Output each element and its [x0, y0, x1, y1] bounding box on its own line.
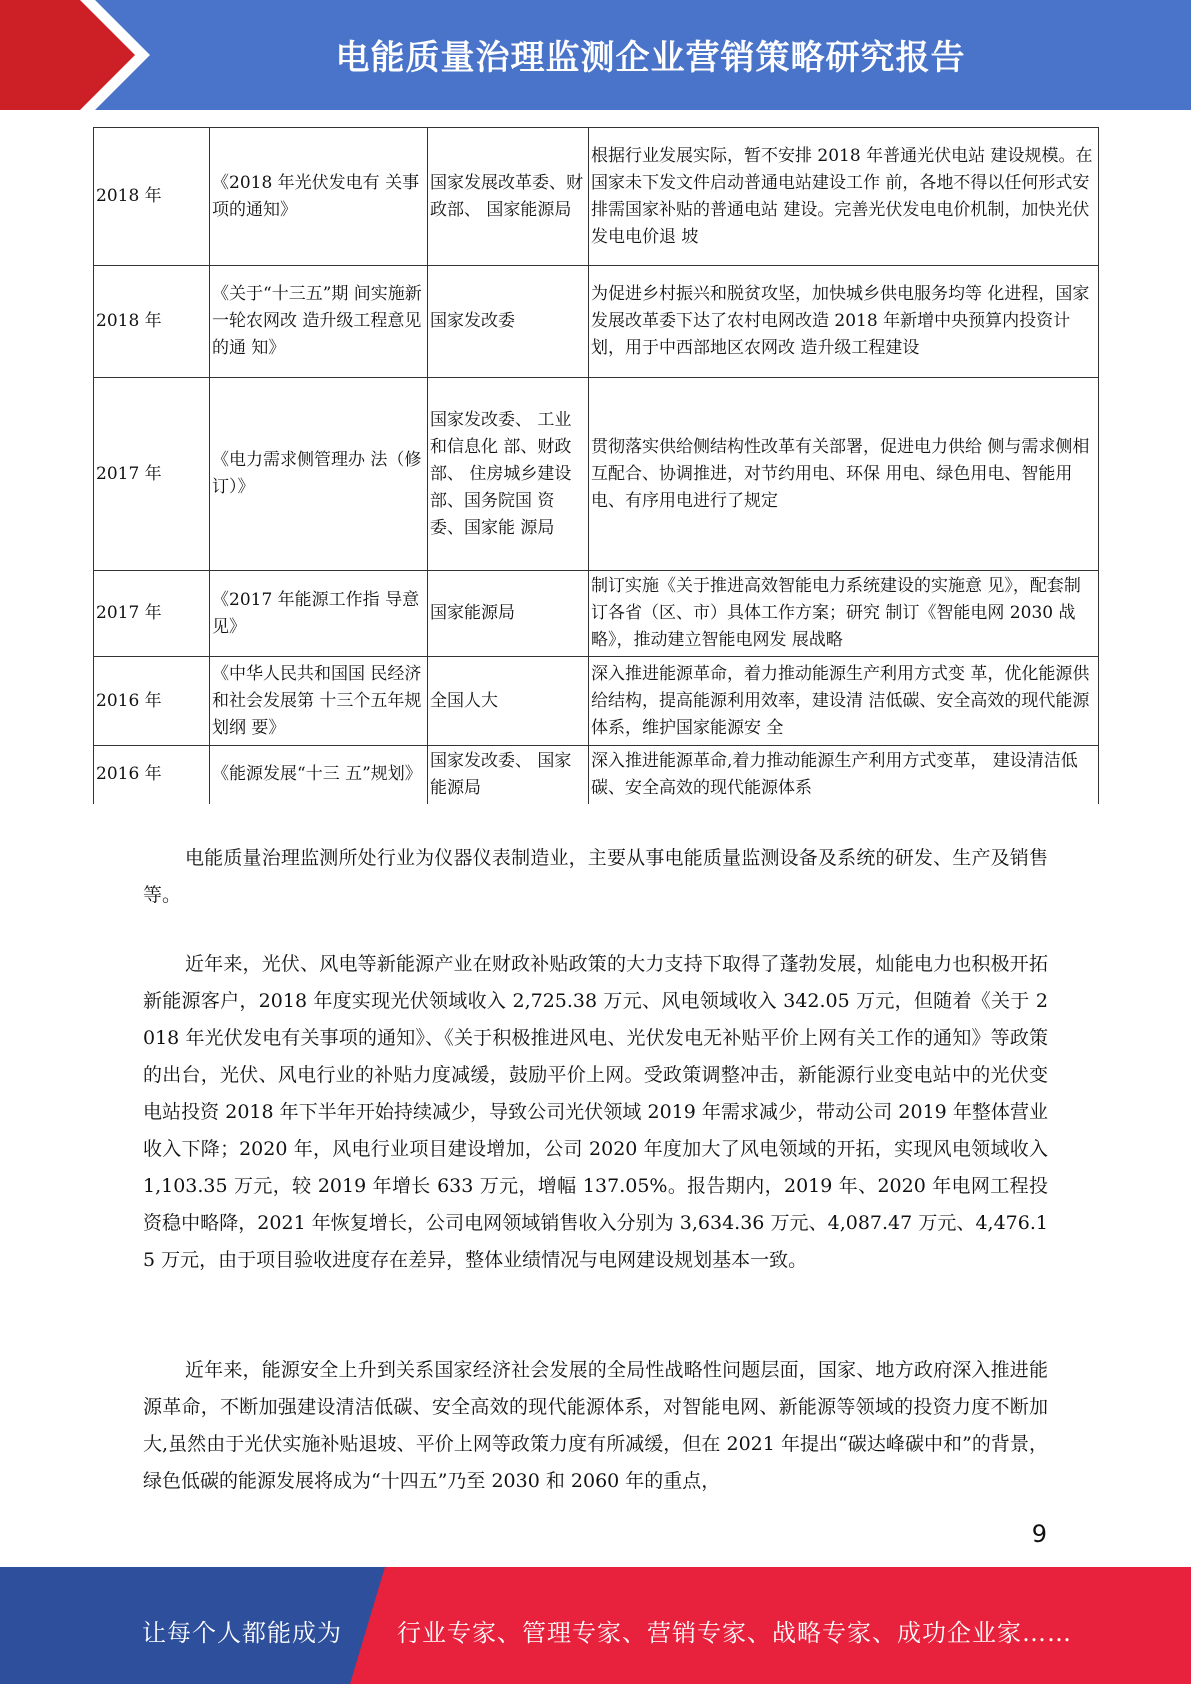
- policy-name-cell: 《2017 年能源工作指 导意见》: [210, 571, 428, 657]
- content-cell: 为促进乡村振兴和脱贫攻坚，加快城乡供电服务均等 化进程，国家发展改革委下达了农村电网改造 2018 年新增中央预算内投资计划，用于中西部地区农网改 造升级工程建设: [589, 266, 1099, 378]
- table-row: [94, 571, 1099, 657]
- policy-name-cell: 《关于“十三五”期 间实施新一轮农网改 造升级工程意见的通 知》: [210, 266, 428, 378]
- year-cell: 2016 年: [94, 657, 210, 746]
- page-header: [0, 0, 1191, 110]
- table-row: [94, 266, 1099, 378]
- issuer-cell: 国家发展改革委、财政部、 国家能源局: [428, 128, 589, 266]
- table-row: [94, 657, 1099, 746]
- year-cell: 2018 年: [94, 128, 210, 266]
- issuer-cell: 国家发改委: [428, 266, 589, 378]
- policy-name-cell: 《中华人民共和国国 民经济和社会发展第 十三个五年规划纲 要》: [210, 657, 428, 746]
- content-cell: 制订实施《关于推进高效智能电力系统建设的实施意 见》，配套制订各省（区、市）具体工作方案；研究 制订《智能电网 2030 战略》，推动建立智能电网发 展战略: [589, 571, 1099, 657]
- table-row: [94, 128, 1099, 266]
- content-cell: 根据行业发展实际，暂不安排 2018 年普通光伏电站 建设规模。在国家未下发文件启动普通电站建设工作 前，各地不得以任何形式安排需国家补贴的普通电站 建设。完善光伏发电电价机制，加快光伏发电电价退 坡: [589, 128, 1099, 266]
- issuer-cell: 国家能源局: [428, 571, 589, 657]
- report-title: 电能质量治理监测企业营销策略研究报告: [335, 38, 966, 78]
- body-paragraph: 近年来，能源安全上升到关系国家经济社会发展的全局性战略性问题层面，国家、地方政府深入推进能源革命，不断加强建设清洁低碳、安全高效的现代能源体系，对智能电网、新能源等领域的投资力度不断加大,虽然由于光伏实施补贴退坡、平价上网等政策力度有所减缓，但在 2021 年提出“碳达峰碳中和”的背景，绿色低碳的能源发展将成为“十四五”乃至 2030 和 2060 年的重点，: [143, 1359, 1048, 1492]
- body-paragraph: 电能质量治理监测所处行业为仪器仪表制造业，主要从事电能质量监测设备及系统的研发、生产及销售等。: [143, 847, 1048, 906]
- table-row: [94, 378, 1099, 571]
- issuer-cell: 国家发改委、 国家能源局: [428, 746, 589, 804]
- content-cell: 贯彻落实供给侧结构性改革有关部署，促进电力供给 侧与需求侧相互配合、协调推进，对节约用电、环保 用电、绿色用电、智能用电、有序用电进行了规定: [589, 378, 1099, 571]
- page-number: 9: [1031, 1520, 1047, 1548]
- policy-name-cell: 《能源发展“十三 五”规划》: [210, 746, 428, 804]
- year-cell: 2016 年: [94, 746, 210, 804]
- content-cell: 深入推进能源革命,着力推动能源生产利用方式变革， 建设清洁低碳、安全高效的现代能源体系: [589, 746, 1099, 804]
- policy-name-cell: 《2018 年光伏发电有 关事项的通知》: [210, 128, 428, 266]
- footer-slogan-right: 行业专家、管理专家、营销专家、战略专家、成功企业家……: [397, 1619, 1072, 1647]
- table-row: [94, 746, 1099, 804]
- year-cell: 2017 年: [94, 378, 210, 571]
- body-paragraph: 近年来，光伏、风电等新能源产业在财政补贴政策的大力支持下取得了蓬勃发展，灿能电力也积极开拓新能源客户，2018 年度实现光伏领域收入 2,725.38 万元、风电领域收入 342.05 万元，但随着《关于 2018 年光伏发电有关事项的通知》、《关于积极推进风电、光伏发电无补贴平价上网有关工作的通知》等政策的出台，光伏、风电行业的补贴力度减缓，鼓励平价上网。受政策调整冲击，新能源行业变电站中的光伏变电站投资 2018 年下半年开始持续减少，导致公司光伏领域 2019 年需求减少，带动公司 2019 年整体营业收入下降；2020 年，风电行业项目建设增加，公司 2020 年度加大了风电领域的开拓，实现风电领域收入 1,103.35 万元，较 2019 年增长 633 万元，增幅 137.05%。报告期内，2019 年、2020 年电网工程投资稳中略降，2021 年恢复增长，公司电网领域销售收入分别为 3,634.36 万元、4,087.47 万元、4,476.15 万元，由于项目验收进度存在差异，整体业绩情况与电网建设规划基本一致。: [143, 953, 1048, 1271]
- header-red-chevron: [0, 0, 150, 110]
- issuer-cell: 国家发改委、 工业和信息化 部、财政部、 住房城乡建设 部、国务院国 资委、国家能 源局: [428, 378, 589, 571]
- issuer-cell: 全国人大: [428, 657, 589, 746]
- footer-slogan-left: 让每个人都能成为: [142, 1619, 342, 1647]
- policy-table: [93, 127, 1099, 804]
- year-cell: 2018 年: [94, 266, 210, 378]
- content-cell: 深入推进能源革命，着力推动能源生产利用方式变 革，优化能源供给结构，提高能源利用效率，建设清 洁低碳、安全高效的现代能源体系，维护国家能源安 全: [589, 657, 1099, 746]
- policy-name-cell: 《电力需求侧管理办 法（修订）》: [210, 378, 428, 571]
- year-cell: 2017 年: [94, 571, 210, 657]
